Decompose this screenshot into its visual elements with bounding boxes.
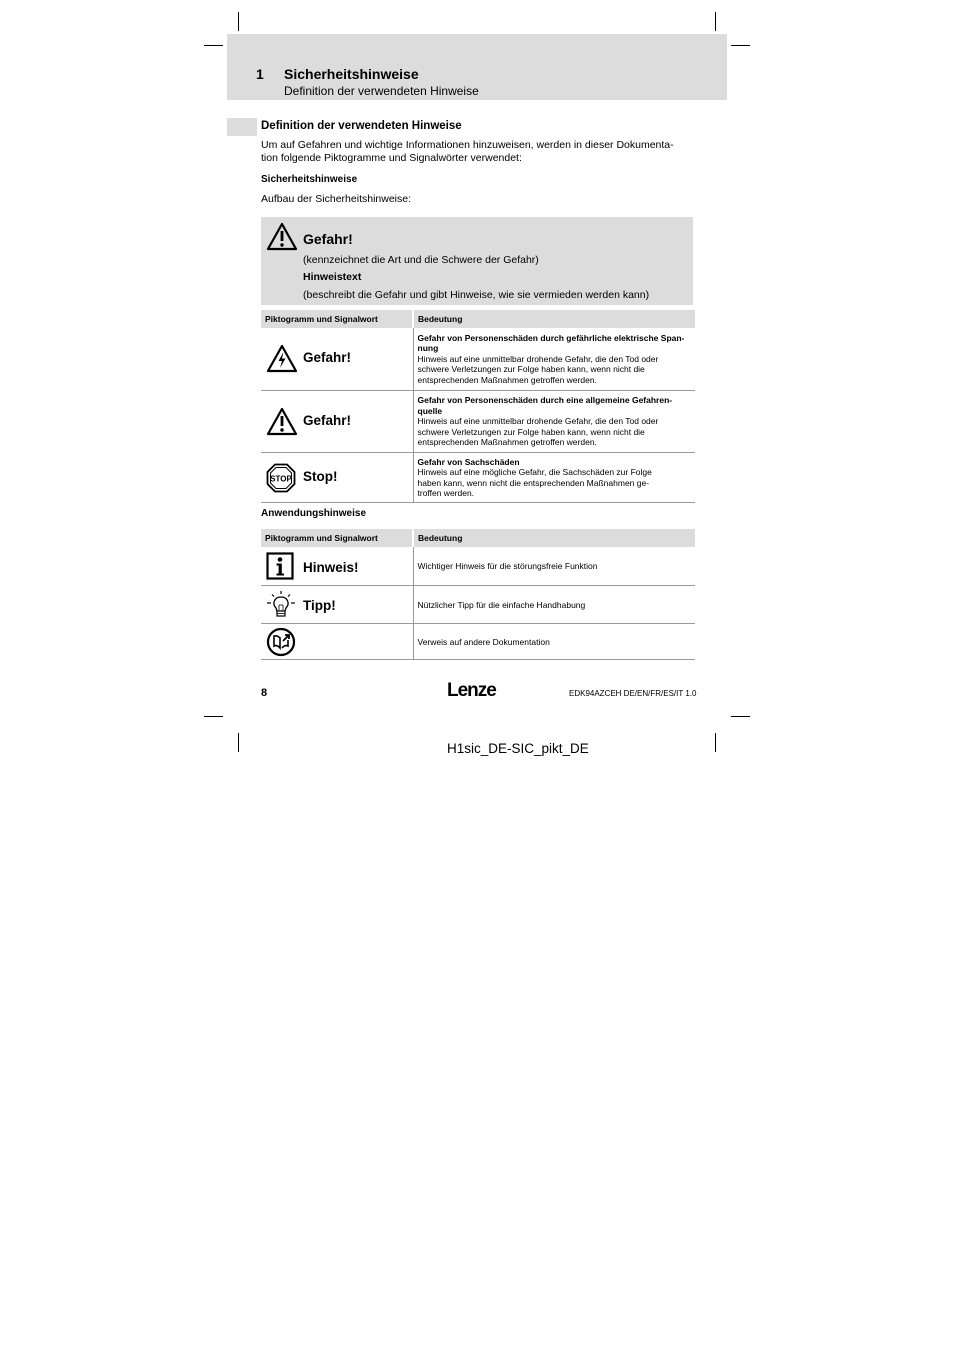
table-row [261,391,695,453]
meaning-text: Hinweis auf eine unmittelbar drohende Gefahr, die den Tod oder [417,353,659,364]
meaning-title: Gefahr von Personenschäden durch gefährliche elektrische Span- [417,332,685,343]
application-heading: Anwendungshinweise [261,508,367,519]
electric-hazard-triangle-icon [266,344,298,373]
warning-structure-box [261,217,693,305]
table-row [261,624,695,660]
chapter-subtitle: Definition der verwendeten Hinweise [284,84,479,98]
meaning-text: troffen werden. [417,488,475,498]
signal-word: Gefahr! [303,350,352,365]
crop-mark [238,12,239,31]
signal-word: Stop! [303,469,338,484]
meaning-text: Hinweis auf eine unmittelbar drohende Gefahr, die den Tod oder [417,416,659,427]
hint-text-note: (beschreibt die Gefahr und gibt Hinweise, wie sie vermieden werden kann) [303,289,650,301]
column-header-pictogram: Piktogramm und Signalwort [261,310,413,328]
safety-pictogram-table [261,310,695,503]
meaning-cell [414,331,696,388]
meaning-title: nung [417,343,439,354]
crop-mark [731,45,750,46]
document-reference-icon [266,627,296,657]
column-header-meaning: Bedeutung [413,529,695,547]
job-label: H1sic_DE-SIC_pikt_DE [447,741,589,756]
crop-mark [731,716,750,717]
column-header-pictogram: Piktogramm und Signalwort [261,529,413,547]
meaning-title: Gefahr von Personenschäden durch eine allgemeine Gefahren- [417,395,673,406]
table-header-row [261,529,695,547]
meaning-text: Verweis auf andere Dokumentation [417,636,550,647]
table-row [261,586,695,624]
general-warning-triangle-icon [266,407,298,436]
lenze-logo: Lenze [447,680,496,701]
structure-label: Aufbau der Sicherheitshinweise: [261,193,412,205]
table-row [261,547,695,586]
hazard-type-note: (kennzeichnet die Art und die Schwere der Gefahr) [303,254,539,266]
signal-word: Gefahr! [303,231,353,247]
meaning-text: schwere Verletzungen zur Folge haben kann, wenn nicht die [417,364,645,375]
section-title: Definition der verwendeten Hinweise [261,120,462,132]
signal-word: Gefahr! [303,413,352,428]
intro-line: Um auf Gefahren und wichtige Informationen hinzuweisen, werden in dieser Dokumenta- [261,139,674,151]
hint-text-label: Hinweistext [303,271,362,283]
section-marker [227,118,257,136]
table-row [261,328,695,391]
meaning-text: entsprechenden Maßnahmen getroffen werden. [417,374,597,385]
meaning-text: Hinweis auf eine mögliche Gefahr, die Sachschäden zur Folge [417,467,652,477]
chapter-title: Sicherheitshinweise [284,66,419,82]
crop-mark [715,12,716,31]
signal-word: Tipp! [303,598,336,613]
meaning-cell [414,393,696,450]
meaning-text: schwere Verletzungen zur Folge haben kann, wenn nicht die [417,426,645,437]
intro-paragraph [261,139,701,165]
meaning-text: haben kann, wenn nicht die entsprechenden Maßnahmen ge- [417,477,650,488]
meaning-title: quelle [417,405,443,416]
meaning-text: Nützlicher Tipp für die einfache Handhabung [417,599,586,610]
lightbulb-icon [266,590,296,619]
meaning-text: Wichtiger Hinweis für die störungsfreie Funktion [417,561,598,571]
meaning-cell [414,455,696,501]
table-header-row [261,310,695,328]
meaning-text: entsprechenden Maßnahmen getroffen werden. [417,437,597,448]
application-pictogram-table [261,529,695,660]
meaning-title: Gefahr von Sachschäden [417,456,520,467]
crop-mark [204,45,223,46]
table-row [261,453,695,503]
intro-line: tion folgende Piktogramme und Signalwörter verwendet: [261,152,522,164]
crop-mark [204,716,223,717]
document-id: EDK94AZCEH DE/EN/FR/ES/IT 1.0 [569,689,697,698]
chapter-number: 1 [256,66,264,82]
crop-mark [715,733,716,752]
page-number: 8 [261,687,268,699]
column-header-meaning: Bedeutung [413,310,695,328]
info-icon [266,552,294,580]
safety-heading: Sicherheitshinweise [261,174,358,185]
crop-mark [238,733,239,752]
stop-sign-icon [266,463,296,493]
stop-sign-label: STOP [270,474,292,484]
warning-triangle-icon [266,222,298,251]
signal-word: Hinweis! [303,560,359,575]
